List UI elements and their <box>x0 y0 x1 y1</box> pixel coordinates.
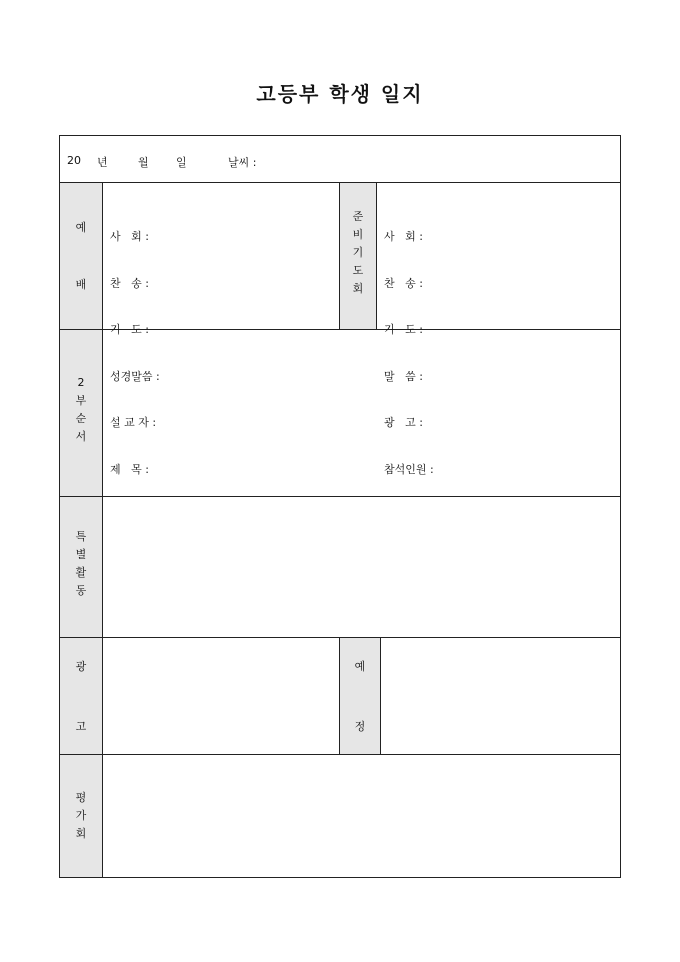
division-label-char: 부 <box>75 394 87 407</box>
prep-field: 찬 송 : <box>384 276 423 290</box>
schedule-label-cell <box>340 638 380 754</box>
schedule-label-top: 예 <box>354 660 366 673</box>
page-title: 고등부 학생 일지 <box>256 82 424 106</box>
division-label <box>60 374 102 446</box>
col-divider <box>339 637 340 755</box>
announcement-label-bottom: 고 <box>75 720 87 733</box>
prep-field: 참석인원 : <box>384 462 434 476</box>
division-label-char: 서 <box>75 430 87 443</box>
prep-field: 기 도 : <box>384 323 423 336</box>
evaluation-label-char: 회 <box>75 827 87 840</box>
worship-field: 설 교 자 : <box>110 416 157 429</box>
evaluation-label-char: 가 <box>75 809 87 822</box>
prep-label-char: 도 <box>352 264 364 277</box>
special-label-char: 별 <box>75 548 87 561</box>
evaluation-label-char: 평 <box>75 791 87 804</box>
special-label-char: 활 <box>75 566 87 579</box>
worship-field: 사 회 : <box>110 230 149 243</box>
prep-field: 말 씀 : <box>384 369 423 383</box>
col-divider <box>376 182 377 330</box>
prep-fields <box>384 198 434 493</box>
schedule-label-bottom: 정 <box>354 720 366 733</box>
row-divider <box>59 754 621 755</box>
prep-label-char: 회 <box>352 282 364 295</box>
row-divider <box>59 182 621 183</box>
year-prefix: 20 <box>67 154 81 167</box>
worship-field: 성경말씀 : <box>110 369 160 383</box>
day-label: 일 <box>176 156 187 169</box>
month-label: 월 <box>138 156 149 169</box>
weather-label: 날씨 : <box>228 156 257 169</box>
col-divider <box>380 637 381 755</box>
division-label-char: 순 <box>75 412 87 425</box>
prep-label-char: 준 <box>352 210 364 223</box>
year-label: 년 <box>97 156 108 169</box>
row-divider <box>59 496 621 497</box>
prep-prayer-label <box>340 208 376 298</box>
special-label-char: 특 <box>75 530 87 543</box>
worship-label-cell <box>60 183 102 329</box>
worship-field: 찬 송 : <box>110 276 149 290</box>
announcement-label-top: 광 <box>75 660 87 673</box>
special-label-char: 동 <box>75 584 87 597</box>
worship-label-top: 예 <box>75 221 87 234</box>
prep-field: 사 회 : <box>384 230 423 243</box>
division-label-char: 2 <box>77 376 85 389</box>
col-divider <box>102 182 103 878</box>
prep-field: 광 고 : <box>384 416 423 429</box>
worship-field: 제 목 : <box>110 462 149 476</box>
prep-label-char: 비 <box>352 228 364 241</box>
evaluation-label <box>60 789 102 843</box>
special-label <box>60 528 102 600</box>
worship-label-bottom: 배 <box>75 278 87 291</box>
row-divider <box>59 637 621 638</box>
prep-label-char: 기 <box>352 246 364 259</box>
announcement-label-cell <box>60 638 102 754</box>
worship-field: 기 도 : <box>110 323 149 336</box>
worship-fields <box>110 198 160 493</box>
